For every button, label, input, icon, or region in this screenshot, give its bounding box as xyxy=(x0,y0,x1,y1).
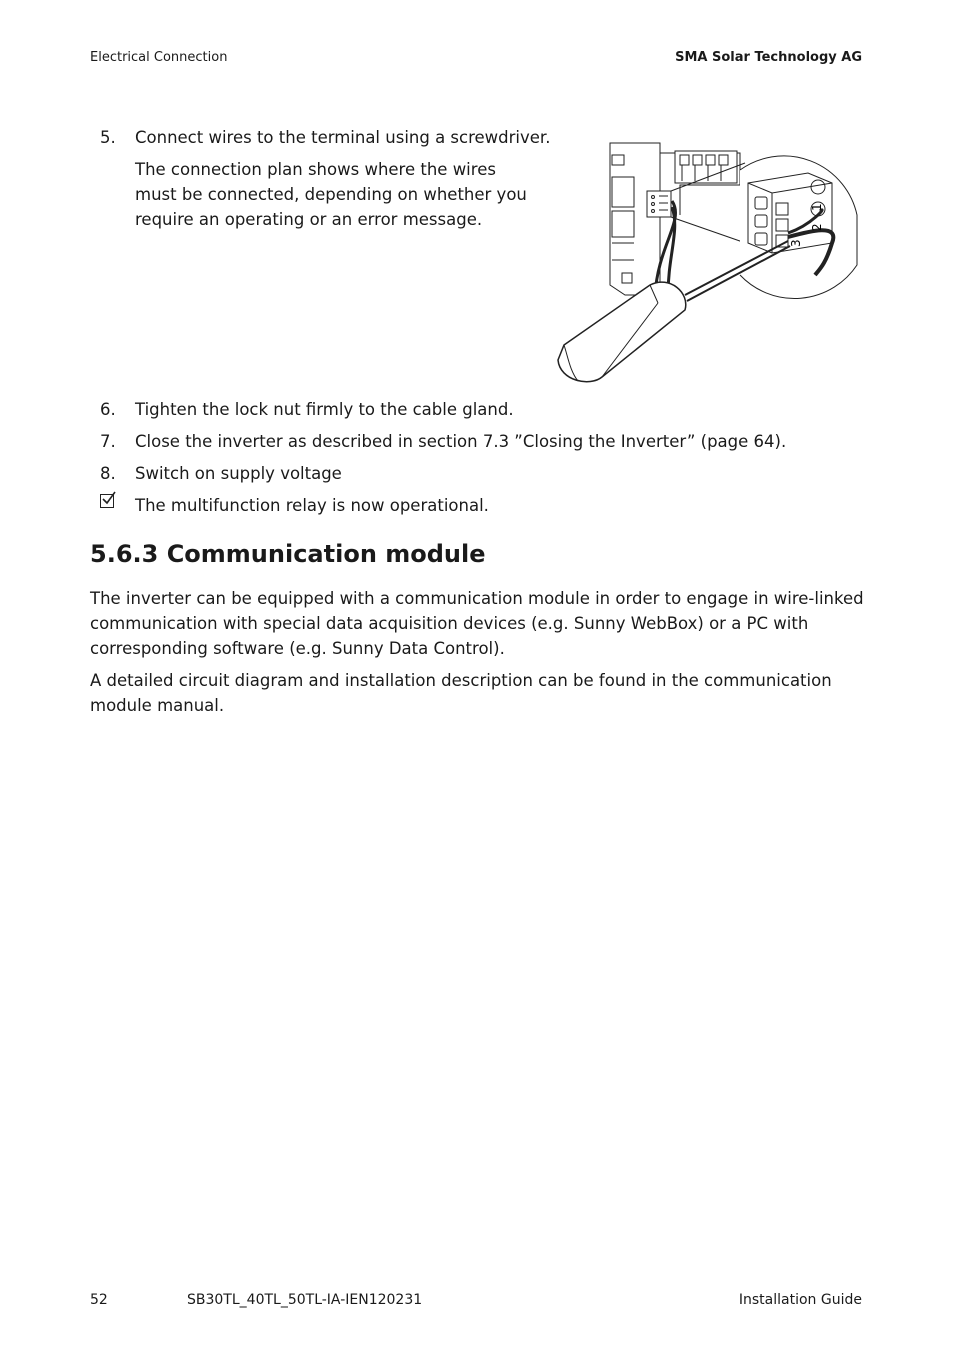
step-number: 5. xyxy=(100,128,116,147)
header-company: SMA Solar Technology AG xyxy=(675,50,862,65)
footer-doc-id: SB30TL_40TL_50TL-IA-IEN120231 xyxy=(187,1292,423,1308)
terminal-connection-figure xyxy=(550,135,860,387)
step-5-note: The connection plan shows where the wires must be connected, depending on whether you require an operating or an error message. xyxy=(135,160,527,229)
step-number: 6. xyxy=(100,400,116,419)
step-text: Switch on supply voltage xyxy=(135,464,342,483)
terminal-number-1: 1 xyxy=(810,203,824,211)
result-text: The multifunction relay is now operational. xyxy=(135,496,489,515)
terminal-number-2: 2 xyxy=(810,223,824,231)
step-text: Tighten the lock nut firmly to the cable gland. xyxy=(135,400,514,419)
section-paragraph-1: The inverter can be equipped with a communication module in order to engage in wire-linked communication with special data acquisition devices (e.g. Sunny WebBox) or a PC with corresponding software (e.g. Sunny Data Control). xyxy=(90,589,864,658)
section-heading: 5.6.3 Communication module xyxy=(90,540,486,568)
section-paragraph-2: A detailed circuit diagram and installation description can be found in the communication module manual. xyxy=(90,671,832,715)
header-section: Electrical Connection xyxy=(90,50,228,65)
step-text: Connect wires to the terminal using a screwdriver. xyxy=(135,128,551,147)
checkbox-checked-icon xyxy=(100,494,114,508)
footer-page-number: 52 xyxy=(90,1292,108,1308)
footer-doc-type: Installation Guide xyxy=(738,1292,862,1308)
step-number: 7. xyxy=(100,432,116,451)
terminal-number-3: 3 xyxy=(789,239,803,247)
step-number: 8. xyxy=(100,464,116,483)
step-text: Close the inverter as described in section 7.3 ”Closing the Inverter” (page 64). xyxy=(135,432,787,451)
